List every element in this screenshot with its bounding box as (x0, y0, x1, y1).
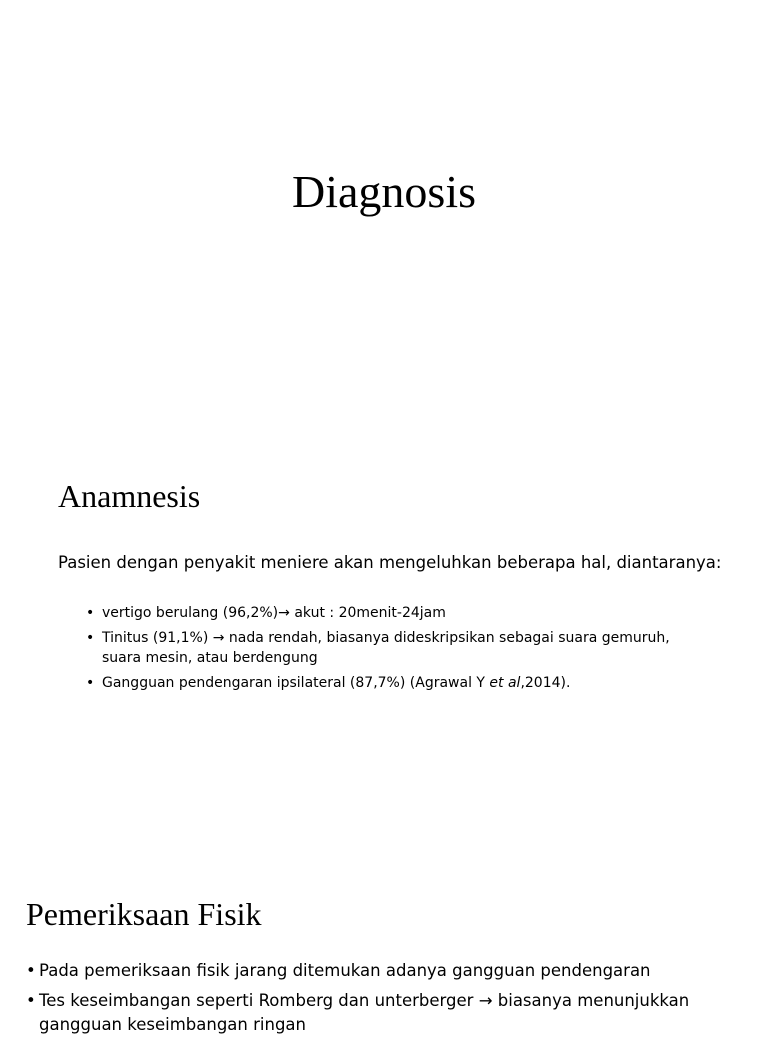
bullet-text: Tes keseimbangan seperti Romberg dan unterberger (39, 991, 479, 1010)
list-item (86, 603, 686, 623)
anamnesis-intro: Pasien dengan penyakit meniere akan mengeluhkan beberapa hal, diantaranya: (58, 553, 722, 572)
bullet-icon: • (26, 961, 36, 980)
anamnesis-bullet-list (86, 603, 686, 698)
bullet-text: Pada pemeriksaan fisik jarang ditemukan adanya gangguan pendengaran (39, 961, 651, 980)
bullet-text-continued: nada rendah, biasanya dideskripsikan sebagai suara gemuruh, suara mesin, atau berdengung (102, 630, 670, 666)
pemeriksaan-fisik-heading: Pemeriksaan Fisik (26, 896, 262, 932)
bullet-icon: • (86, 675, 95, 691)
arrow-right-icon: → (478, 991, 493, 1010)
bullet-icon: • (26, 991, 36, 1010)
arrow-right-icon: → (212, 630, 225, 646)
bullet-text: vertigo berulang (96,2%) (102, 605, 279, 621)
bullet-text-continued: ,2014). (520, 675, 571, 691)
pemeriksaan-fisik-bullet-list (26, 959, 756, 1043)
citation-italic: et al (489, 675, 521, 691)
bullet-icon: • (86, 630, 95, 646)
page-title: Diagnosis (292, 166, 476, 217)
list-item (26, 989, 756, 1037)
list-item (26, 959, 756, 983)
bullet-text-continued: akut : 20menit-24jam (289, 605, 446, 621)
list-item (86, 673, 686, 693)
bullet-text: Tinitus (91,1%) (102, 630, 213, 646)
bullet-text: Gangguan pendengaran ipsilateral (87,7%) (Agrawal Y (102, 675, 490, 691)
bullet-icon: • (86, 605, 95, 621)
anamnesis-heading: Anamnesis (58, 478, 201, 514)
arrow-right-icon: → (278, 605, 290, 621)
list-item (86, 628, 686, 668)
bullet-text-continued: biasanya menunjukkan gangguan keseimbangan ringan (39, 991, 690, 1034)
